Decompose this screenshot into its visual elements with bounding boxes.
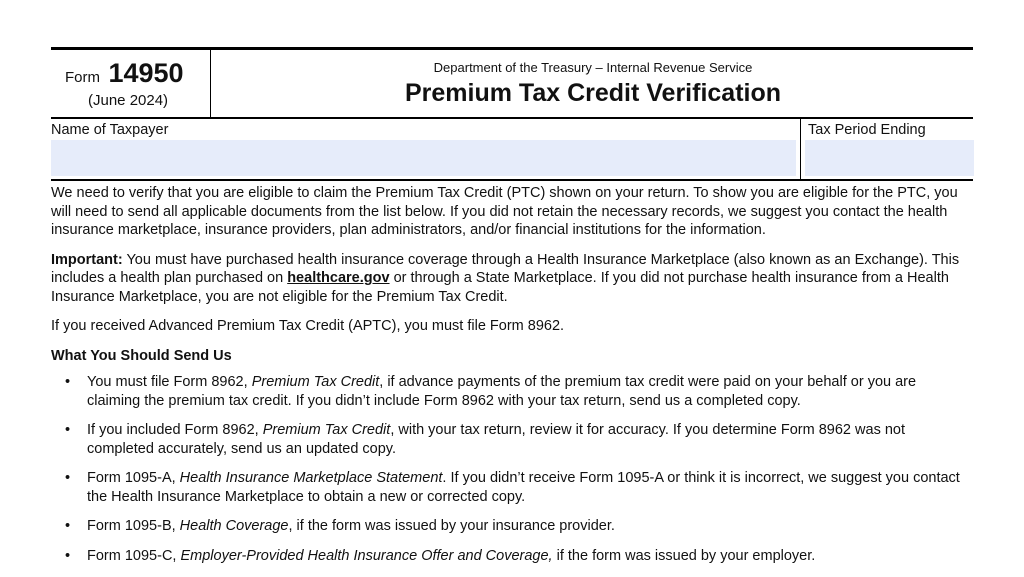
period-cell [800,118,974,179]
name-of-taxpayer-label: Name of Taxpayer [51,122,169,138]
form-number-line [65,58,184,89]
tax-period-ending-label: Tax Period Ending [808,122,926,138]
aptc-note: If you received Advanced Premium Tax Credit (APTC), you must file Form 8962. [51,318,565,334]
department-line: Department of the Treasury – Internal Revenue Service [433,60,753,75]
fields-divider [51,179,973,181]
item-form-title: Health Coverage [179,518,289,534]
item-text: If you included Form 8962, [87,422,263,438]
important-text-1: You must have purchased health insurance coverage through a Health Insurance Marketplace (also known as an Exchange). This includes a health plan purchased on [51,251,960,286]
item-text: You must file Form 8962, [87,374,252,390]
list-item [51,547,973,566]
important-label: Important: [51,251,123,268]
item-form-title: Employer-Provided Health Insurance Offer and Coverage, [180,547,553,564]
list-item [51,469,973,506]
name-of-taxpayer-field[interactable] [51,140,796,176]
intro-paragraph: We need to verify that you are eligible to claim the Premium Tax Credit (PTC) shown on your return. To show you are eligible for the PTC, you will need to send all applicable documents from the list below. If you did not retain the necessary records, we suggest you contact the health insurance marketplace, insurance providers, plan administrators, and/or financial institutions for the information. [51,185,958,238]
bullet-icon: • [65,422,71,438]
item-text: , with your tax return, review it for accuracy. If you determine Form 8962 was not completed accurately, send us an updated copy. [87,422,905,457]
item-form-title: Premium Tax Credit [251,374,380,390]
list-item [51,517,973,536]
item-text: Form 1095-C, [87,547,181,564]
item-text: . If you didn’t receive Form 1095-A or think it is incorrect, we suggest you contact the Health Insurance Marketplace to obtain a new or corrected copy. [87,470,960,505]
taxpayer-fields [51,118,973,179]
item-text: , if the form was issued by your insurance provider. [288,518,615,534]
form-title: Premium Tax Credit Verification [404,79,782,107]
healthcare-gov-link[interactable]: healthcare.gov [287,270,390,286]
item-text: if the form was issued by your employer. [552,547,816,564]
form-header [51,50,973,117]
item-text: , if advance payments of the premium tax credit were paid on your behalf or you are claiming the premium tax credit. If you didn’t include Form 8962 with your tax return, send us a completed copy. [87,374,917,409]
form-id-box [51,50,211,117]
item-form-title: Premium Tax Credit [262,422,391,438]
form-revision-date: (June 2024) [88,92,169,109]
bullet-icon: • [65,470,71,486]
important-paragraph [51,251,973,307]
item-form-title: Health Insurance Marketplace Statement [179,470,443,486]
bullet-icon: • [65,547,71,564]
bullet-icon: • [65,518,71,534]
documents-list [51,373,973,565]
important-text-2: or through a State Marketplace. If you did not purchase health insurance from a Health Insurance Marketplace, you are not eligible for the Premium Tax Credit. [51,270,949,305]
send-us-heading: What You Should Send Us [51,347,232,364]
item-text: Form 1095-B, [87,518,180,534]
tax-period-ending-field[interactable] [805,140,974,176]
bullet-icon: • [65,374,71,390]
form-word: Form [65,69,100,86]
name-cell [51,118,800,179]
list-item [51,373,973,410]
list-item [51,421,973,458]
form-number: 14950 [108,58,184,88]
form-body [51,184,973,576]
item-text: Form 1095-A, [87,470,180,486]
